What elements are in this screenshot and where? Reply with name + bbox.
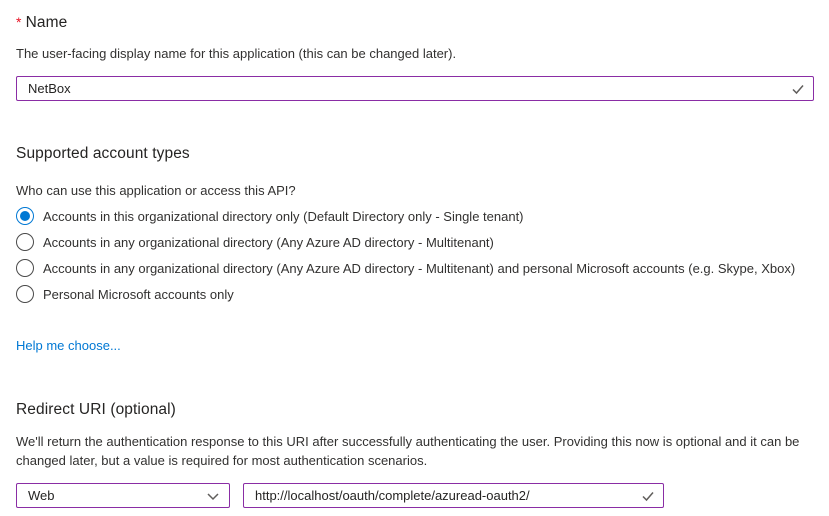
radio-button-icon[interactable]	[16, 285, 34, 303]
name-input-container	[16, 76, 814, 101]
radio-multitenant-personal[interactable]	[16, 259, 814, 277]
redirect-uri-input-container	[243, 483, 664, 508]
platform-select-value: Web	[28, 488, 55, 503]
platform-select[interactable]	[16, 483, 230, 508]
account-types-section	[16, 144, 814, 355]
help-me-choose-link[interactable]: Help me choose...	[16, 338, 121, 353]
account-types-heading: Supported account types	[16, 145, 190, 162]
redirect-uri-section	[16, 400, 814, 508]
redirect-uri-heading: Redirect URI (optional)	[16, 401, 176, 418]
account-types-question: Who can use this application or access this API?	[16, 183, 296, 198]
radio-personal-only[interactable]	[16, 285, 814, 303]
radio-personal-only-label: Personal Microsoft accounts only	[43, 286, 234, 302]
radio-button-icon[interactable]	[16, 233, 34, 251]
redirect-uri-row	[16, 483, 814, 508]
radio-single-tenant[interactable]	[16, 207, 814, 225]
radio-button-icon[interactable]	[16, 259, 34, 277]
name-label: Name	[25, 14, 68, 31]
redirect-uri-input[interactable]	[243, 483, 664, 508]
chevron-down-icon	[206, 489, 220, 503]
radio-multitenant-personal-label: Accounts in any organizational directory (Any Azure AD directory - Multitenant) and personal Microsoft accounts (e.g. Skype, Xbox)	[43, 260, 796, 276]
name-description: The user-facing display name for this application (this can be changed later).	[16, 46, 457, 61]
radio-single-tenant-label: Accounts in this organizational directory only (Default Directory only - Single tenant)	[43, 208, 524, 224]
redirect-uri-description: We'll return the authentication response to this URI after successfully authenticating the user. Providing this now is optional and it can be changed later, but a value is required for most authentication scenarios.	[16, 434, 800, 468]
name-section-heading	[16, 12, 814, 33]
name-input[interactable]	[16, 76, 814, 101]
required-asterisk: *	[16, 14, 22, 30]
radio-multitenant[interactable]	[16, 233, 814, 251]
radio-multitenant-label: Accounts in any organizational directory (Any Azure AD directory - Multitenant)	[43, 234, 494, 250]
radio-button-icon[interactable]	[16, 207, 34, 225]
account-types-radio-group	[16, 207, 814, 303]
